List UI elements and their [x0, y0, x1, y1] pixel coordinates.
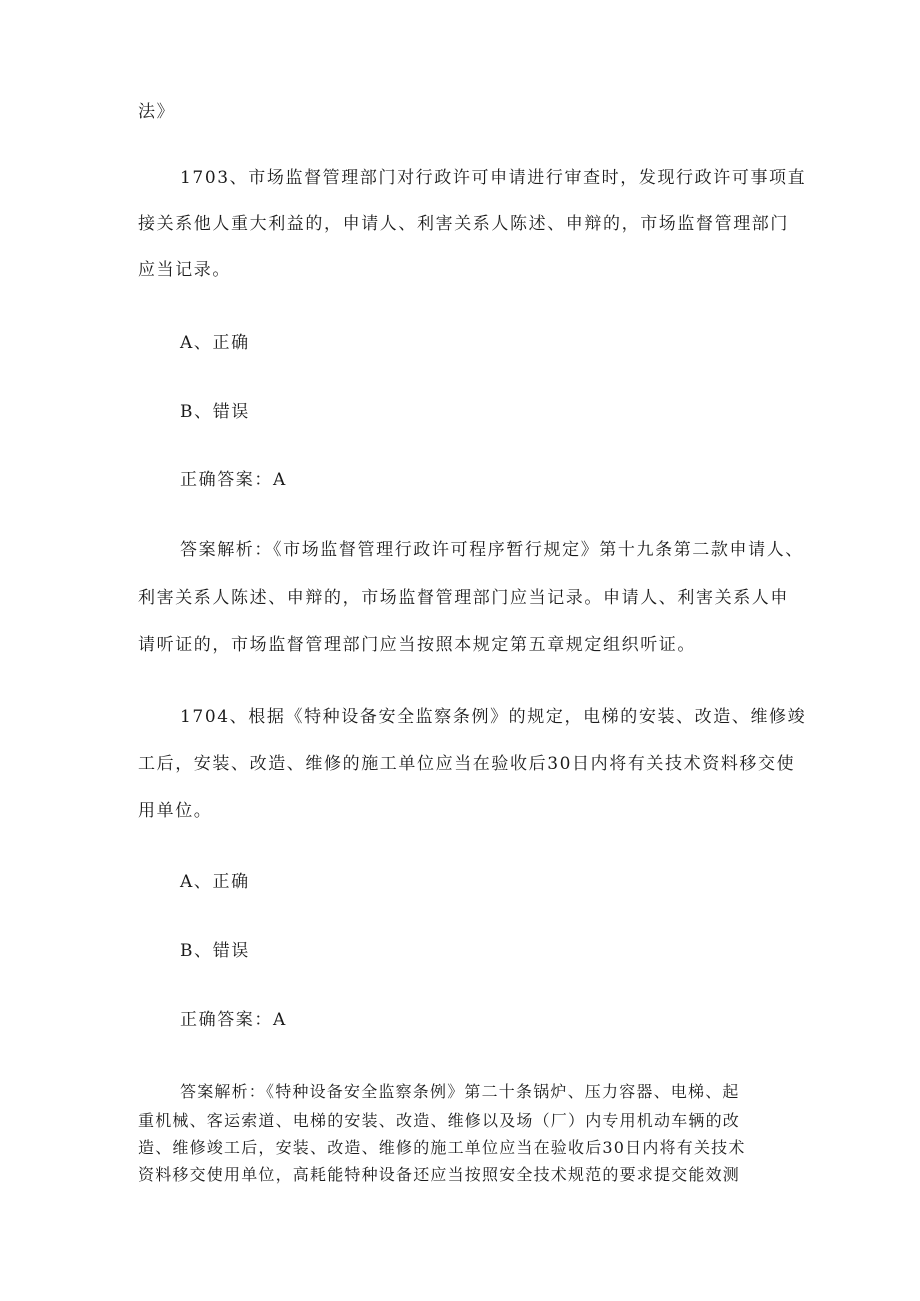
continuation-text: 法》: [138, 102, 176, 122]
question-1704-analysis-line-2: 重机械、客运索道、电梯的安装、改造、维修以及场（厂）内专用机动车辆的改: [138, 1111, 741, 1130]
question-1704-analysis-line-1: 答案解析：《特种设备安全监察条例》第二十条锅炉、压力容器、电梯、起: [180, 1082, 740, 1101]
question-1703-line-1: 1703、市场监督管理部门对行政许可申请进行审查时，发现行政许可事项直: [180, 168, 807, 188]
question-1703-analysis-line-1: 答案解析：《市场监督管理行政许可程序暂行规定》第十九条第二款申请人、: [180, 540, 804, 560]
question-1704-answer: 正确答案：A: [180, 1010, 287, 1030]
question-1703-line-3: 应当记录。: [138, 260, 231, 280]
question-1703-analysis-line-3: 请听证的，市场监督管理部门应当按照本规定第五章规定组织听证。: [138, 635, 696, 655]
question-1703-line-2: 接关系他人重大利益的，申请人、利害关系人陈述、申辩的，市场监督管理部门: [138, 214, 789, 234]
question-1703-answer: 正确答案：A: [180, 470, 287, 490]
question-1704-analysis-line-3: 造、维修竣工后，安装、改造、维修的施工单位应当在验收后30日内将有关技术: [138, 1138, 746, 1157]
question-1703-option-a: A、正确: [180, 333, 250, 353]
question-1704-line-3: 用单位。: [138, 801, 213, 821]
question-1704-analysis-line-4: 资料移交使用单位，高耗能特种设备还应当按照安全技术规范的要求提交能效测: [138, 1165, 741, 1184]
question-1704-option-b: B、错误: [180, 941, 250, 961]
question-1704-option-a: A、正确: [180, 872, 250, 892]
question-1703-analysis-line-2: 利害关系人陈述、申辩的，市场监督管理部门应当记录。申请人、利害关系人申: [138, 588, 789, 608]
question-1704-line-2: 工后，安装、改造、维修的施工单位应当在验收后30日内将有关技术资料移交使: [138, 754, 796, 774]
question-1703-option-b: B、错误: [180, 402, 250, 422]
question-1704-line-1: 1704、根据《特种设备安全监察条例》的规定，电梯的安装、改造、维修竣: [180, 707, 807, 727]
